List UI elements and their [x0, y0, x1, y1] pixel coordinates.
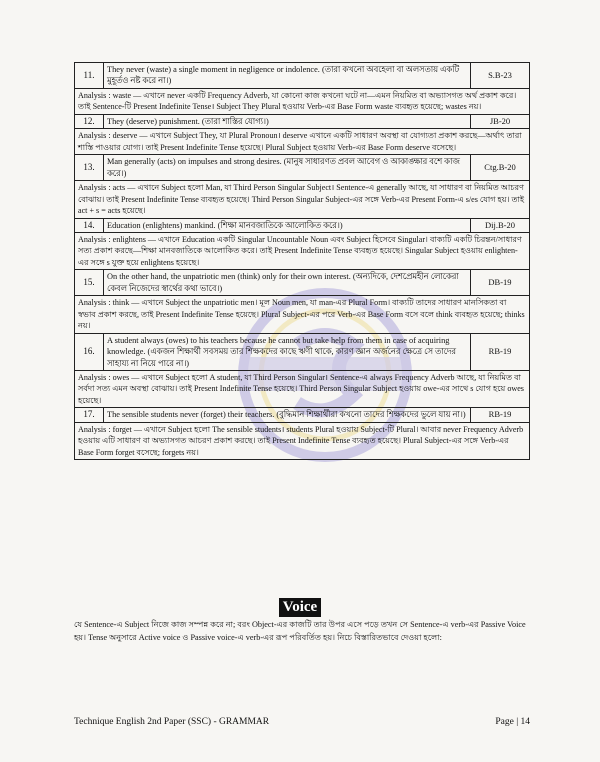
question-number: 16. [75, 333, 104, 370]
board-reference: Ctg.B-20 [471, 155, 530, 181]
question-number: 14. [75, 218, 104, 232]
page-number: Page | 14 [495, 717, 530, 727]
question-table [74, 62, 530, 460]
analysis-row [75, 129, 530, 155]
board-reference: DB-19 [471, 270, 530, 296]
board-reference: RB-19 [471, 333, 530, 370]
question-row [75, 218, 530, 232]
board-reference: JB-20 [471, 114, 530, 128]
section-intro: যে Sentence-এ Subject নিজে কাজ সম্পন্ন করে না; বরং Object-এর কাজটি তার উপর এসে পড়ে তখন সে Sentence-এ verb-এর Passive Voice হয়। Tense অনুসারে Active voice ও Passive voice-এ verb-এর রূপ পরিবর্তিত হয়। নিচে বিস্তারিতভাবে দেওয়া হলো: [74, 620, 526, 642]
question-row [75, 63, 530, 89]
analysis-text: Analysis : think — এখানে Subject the unpatriotic men। মূল Noun men, যা man-এর Plural Form। বাক্যটি তাদের সাধারণ মানসিকতা বা স্বভাব প্রকাশ করছে, তাই Present Indefinite Tense হয়েছে। Plural Subject-এর পরে Verb-এর Base Form বসে বলে think ব্যবহৃত হয়েছে; thinks নয়। [75, 296, 530, 334]
page-footer [74, 717, 530, 727]
question-row [75, 408, 530, 422]
analysis-row [75, 88, 530, 114]
board-reference: RB-19 [471, 408, 530, 422]
analysis-row [75, 422, 530, 460]
analysis-row [75, 181, 530, 219]
question-row [75, 155, 530, 181]
question-row [75, 270, 530, 296]
analysis-row [75, 370, 530, 408]
question-number: 17. [75, 408, 104, 422]
analysis-text: Analysis : enlightens — এখানে Education একটি Singular Uncountable Noun এবং Subject হিসেবে Singular। বাক্যটি একটি চিরন্তন/সাধারণ সত্য প্রকাশ করছে—শিক্ষা মানবজাতিকে আলোকিত করে। তাই Present Indefinite Tense ব্যবহৃত হয়েছে। Singular Subject হওয়ায় enlighten-এর সঙ্গে s যুক্ত হয়ে enlightens হয়েছে। [75, 232, 530, 270]
section-heading [0, 598, 600, 617]
question-row [75, 114, 530, 128]
question-text: They (deserve) punishment. (তারা শাস্তির যোগ্য।) [104, 114, 471, 128]
question-number: 13. [75, 155, 104, 181]
section-title: Voice [279, 598, 321, 617]
question-text: Man generally (acts) on impulses and strong desires. (মানুষ সাধারণত প্রবল আবেগ ও আকাঙ্ক্ষার বশে কাজ করে।) [104, 155, 471, 181]
question-row [75, 333, 530, 370]
analysis-text: Analysis : owes — এখানে Subject হলো A student, যা Third Person Singular। Sentence-এ always Frequency Adverb আছে, যা নিয়মিত বা সর্বদা সত্য এমন অবস্থা বোঝায়। তাই Present Indefinite Tense হয়েছে। Third Person Singular Subject হওয়ায় owe-এর সাথে s যোগ হয়ে owes হয়েছে। [75, 370, 530, 408]
analysis-text: Analysis : acts — এখানে Subject হলো Man, যা Third Person Singular Subject। Sentence-এ generally আছে, যা সাধারণ বা নিয়মিত আচরণ বোঝায়। তাই Present Indefinite Tense ব্যবহৃত হয়েছে। Third Person Singular Subject-এর সঙ্গে Verb-এর Present Form-এ s/es যোগ হয়। তাই act + s = acts হয়েছে। [75, 181, 530, 219]
analysis-text: Analysis : forget — এখানে Subject হলো The sensible students। students Plural হওয়ায় Subject-টি Plural। আবার never Frequency Adverb হওয়ায় এটি সাধারণ বা অভ্যাসগত আচরণ প্রকাশ করছে। তাই Present Indefinite Tense ব্যবহৃত হয়েছে। Plural Subject-এর সঙ্গে Verb-এর Base Form forget বসেছে; forgets নয়। [75, 422, 530, 460]
footer-title: Technique English 2nd Paper (SSC) - GRAMMAR [74, 717, 270, 727]
question-number: 15. [75, 270, 104, 296]
question-text: Education (enlightens) mankind. (শিক্ষা মানবজাতিকে আলোকিত করে।) [104, 218, 471, 232]
question-text: A student always (owes) to his teachers because he cannot but take help from them in case of acquiring knowledge. (একজন শিক্ষার্থী সবসময় তার শিক্ষকদের কাছে ঋণী থাকে, কারণ জ্ঞান অর্জনের ক্ষেত্রে সে তাদের সাহায্য না নিয়ে পারে না।) [104, 333, 471, 370]
analysis-text: Analysis : deserve — এখানে Subject They, যা Plural Pronoun। deserve এখানে একটি সাধারণ অবস্থা বা যোগ্যতা প্রকাশ করছে—অর্থাৎ তারা শাস্তি পাওয়ার যোগ্য। তাই Present Indefinite Tense হয়েছে। Plural Subject হওয়ায় Verb-এর Base Form deserve বসেছে। [75, 129, 530, 155]
question-text: On the other hand, the unpatriotic men (think) only for their own interest. (অন্যদিকে, দেশপ্রেমহীন লোকেরা কেবল নিজেদের স্বার্থের কথা ভাবে।) [104, 270, 471, 296]
board-reference: S.B-23 [471, 63, 530, 89]
analysis-text: Analysis : waste — এখানে never একটি Frequency Adverb, যা কোনো কাজ কখনো ঘটে না—এমন নিয়মিত বা অভ্যাসগত অর্থ প্রকাশ করে। তাই Sentence-টি Present Indefinite Tense। Subject They Plural হওয়ায় Verb-এর Base Form waste ব্যবহৃত হয়েছে; wastes নয়। [75, 88, 530, 114]
question-text: They never (waste) a single moment in negligence or indolence. (তারা কখনো অবহেলা বা অলসতায় একটি মুহূর্তও নষ্ট করে না।) [104, 63, 471, 89]
question-number: 12. [75, 114, 104, 128]
question-text: The sensible students never (forget) their teachers. (বুদ্ধিমান শিক্ষার্থীরা কখনো তাদের শিক্ষকদের ভুলে যায় না।) [104, 408, 471, 422]
analysis-row [75, 232, 530, 270]
question-number: 11. [75, 63, 104, 89]
analysis-row [75, 296, 530, 334]
board-reference: Dij.B-20 [471, 218, 530, 232]
